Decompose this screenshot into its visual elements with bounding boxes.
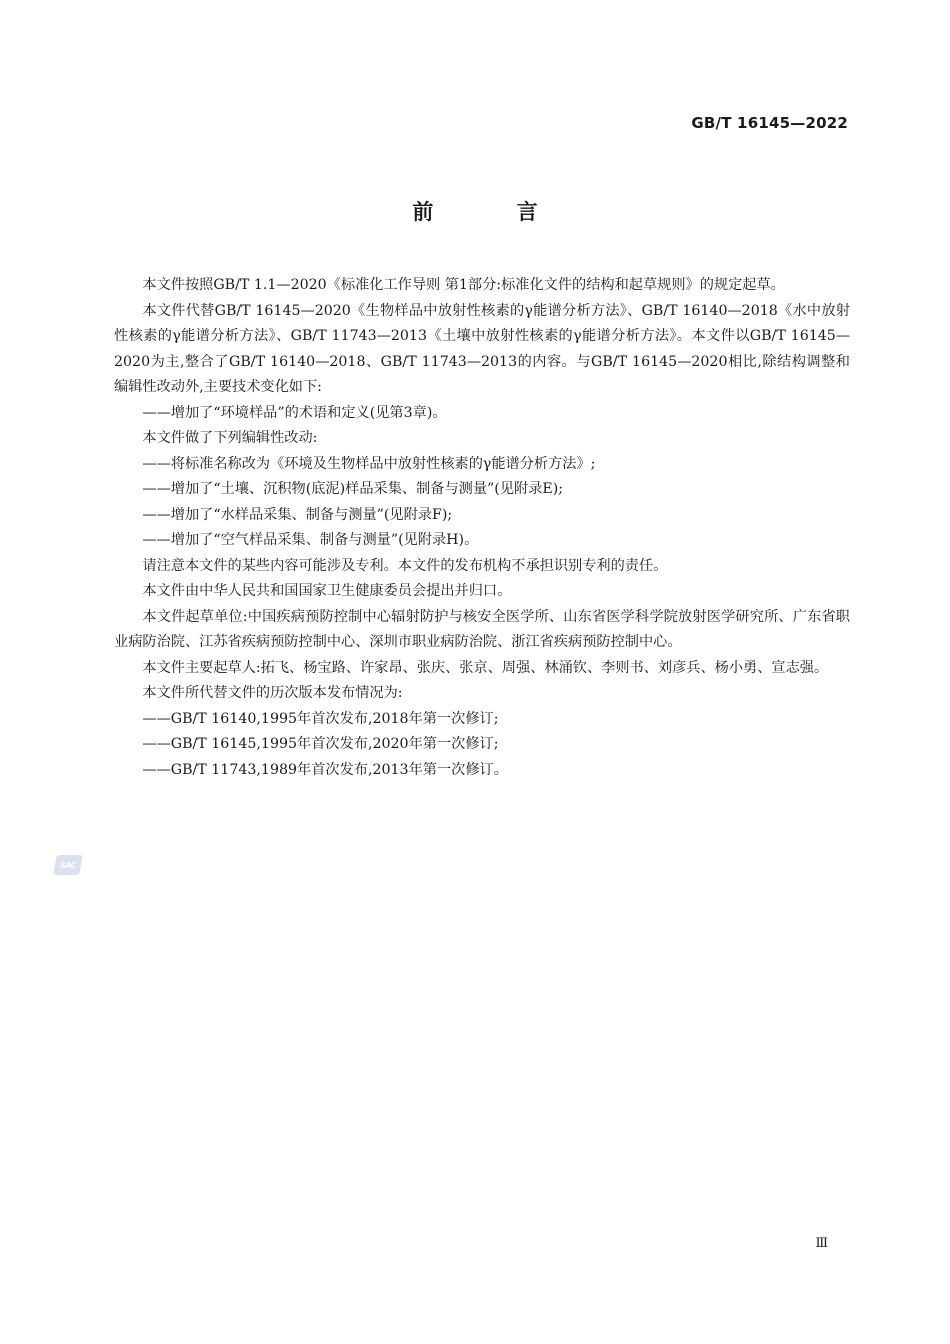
paragraph-history-intro: 本文件所代替文件的历次版本发布情况为:	[142, 685, 403, 701]
list-item-editorial-change: ——增加了“水样品采集、制备与测量”(见附录F);	[142, 506, 453, 523]
watermark-text: SAC	[59, 860, 77, 870]
paragraph-replacement: 本文件代替GB/T 16145—2020《生物样品中放射性核素的γ能谱分析方法》、GB/T 16140—2018《水中放射性核素的γ能谱分析方法》、GB/T 11743—2013《土壤中放射性核素的γ能谱分析方法》。本文件以GB/T 16145—2020为主,整合了GB/T 16140—2018、GB/T 11743—2013的内容。与GB/T 16145—2020相比,除结构调整和编辑性改动外,主要技术变化如下:	[114, 302, 850, 395]
paragraph-editorial-intro: 本文件做了下列编辑性改动:	[142, 430, 318, 446]
paragraph-drafters: 本文件主要起草人:拓飞、杨宝路、许家昂、张庆、张京、周强、林涌钦、李则书、刘彦兵、杨小勇、宣志强。	[142, 659, 829, 676]
paragraph-patent-notice: 请注意本文件的某些内容可能涉及专利。本文件的发布机构不承担识别专利的责任。	[142, 557, 668, 574]
list-item-editorial-change: ——将标准名称改为《环境及生物样品中放射性核素的γ能谱分析方法》;	[142, 455, 596, 472]
document-body	[114, 273, 850, 783]
list-item-editorial-change: ——增加了“空气样品采集、制备与测量”(见附录H)。	[142, 532, 479, 548]
standard-code: GB/T 16145—2022	[691, 114, 848, 132]
sac-watermark-logo	[53, 855, 83, 875]
list-item-history: ——GB/T 16145,1995年首次发布,2020年第一次修订;	[142, 736, 499, 752]
page-title: 前 言	[412, 200, 576, 224]
list-item-history: ——GB/T 16140,1995年首次发布,2018年第一次修订;	[142, 710, 499, 727]
paragraph-drafting-rules: 本文件按照GB/T 1.1—2020《标准化工作导则 第1部分:标准化文件的结构和起草规则》的规定起草。	[142, 277, 785, 293]
list-item-technical-change: ——增加了“环境样品”的术语和定义(见第3章)。	[142, 404, 447, 421]
paragraph-proposer: 本文件由中华人民共和国国家卫生健康委员会提出并归口。	[142, 583, 512, 599]
list-item-editorial-change: ——增加了“土壤、沉积物(底泥)样品采集、制备与测量”(见附录E);	[142, 481, 564, 497]
list-item-history: ——GB/T 11743,1989年首次发布,2013年第一次修订。	[142, 761, 508, 778]
paragraph-drafting-units: 本文件起草单位:中国疾病预防控制中心辐射防护与核安全医学所、山东省医学科学院放射医学研究所、广东省职业病防治院、江苏省疾病预防控制中心、深圳市职业病防治院、浙江省疾病预防控制中心。	[114, 608, 850, 650]
page-number: Ⅲ	[815, 1236, 828, 1251]
